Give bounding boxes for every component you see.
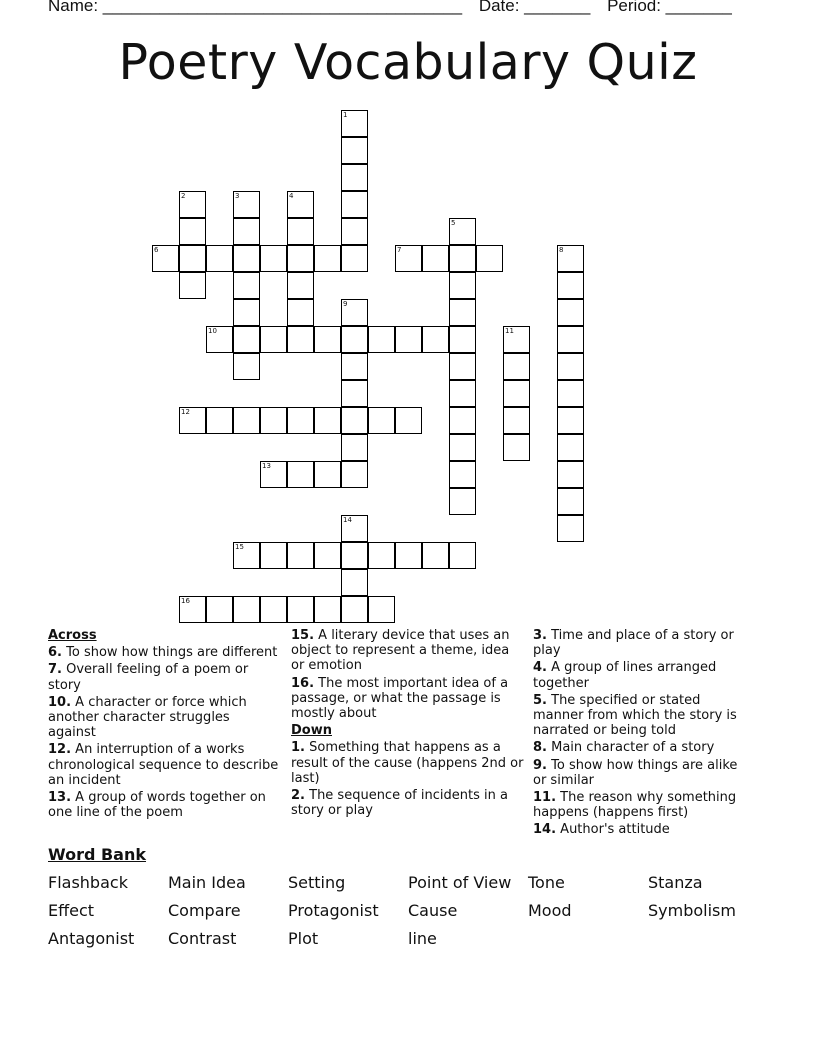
crossword-cell[interactable] — [341, 542, 368, 569]
crossword-cell[interactable] — [287, 596, 314, 623]
crossword-cell[interactable] — [557, 434, 584, 461]
crossword-cell[interactable] — [287, 299, 314, 326]
crossword-cell[interactable] — [341, 326, 368, 353]
crossword-cell[interactable] — [233, 326, 260, 353]
clue-down-8: 8. Main character of a story — [533, 740, 715, 756]
crossword-cell[interactable] — [557, 515, 584, 542]
crossword-cell[interactable] — [260, 245, 287, 272]
crossword-cell[interactable] — [233, 245, 260, 272]
crossword-cell[interactable] — [341, 245, 368, 272]
word-bank-item: Plot — [288, 929, 319, 948]
crossword-cell[interactable] — [287, 245, 314, 272]
crossword-cell[interactable] — [233, 353, 260, 380]
word-bank-item: Symbolism — [648, 901, 736, 920]
crossword-cell[interactable] — [395, 542, 422, 569]
across-heading: Across — [48, 628, 97, 643]
word-bank-item: Effect — [48, 901, 95, 920]
crossword-cell[interactable] — [287, 218, 314, 245]
clue-number-label: 9 — [343, 300, 348, 308]
clues-column-3 — [533, 628, 748, 840]
crossword-cell[interactable] — [503, 380, 530, 407]
clue-across-7: 7. Overall feeling of a poem or story — [48, 662, 249, 693]
clue-number-label: 16 — [181, 597, 190, 605]
crossword-cell[interactable] — [503, 326, 530, 353]
crossword-cell[interactable] — [341, 434, 368, 461]
crossword-cell[interactable] — [341, 137, 368, 164]
crossword-cell[interactable] — [503, 434, 530, 461]
clue-across-13: 13. A group of words together on one line of the poem — [48, 790, 266, 821]
crossword-cell[interactable] — [287, 326, 314, 353]
page-title: Poetry Vocabulary Quiz — [118, 34, 698, 91]
clue-down-5: 5. The specified or stated manner from which the story is narrated or being told — [533, 692, 737, 739]
crossword-cell[interactable] — [260, 542, 287, 569]
crossword-cell[interactable] — [179, 596, 206, 623]
crossword-cell[interactable] — [449, 380, 476, 407]
crossword-cell[interactable] — [395, 326, 422, 353]
crossword-cell[interactable] — [341, 110, 368, 137]
crossword-cell[interactable] — [206, 596, 233, 623]
clue-number-label: 4 — [289, 192, 294, 200]
crossword-cell[interactable] — [260, 596, 287, 623]
crossword-cell[interactable] — [557, 326, 584, 353]
word-bank-item: Compare — [168, 901, 241, 920]
crossword-cell[interactable] — [449, 461, 476, 488]
clues-column-1 — [48, 628, 280, 822]
crossword-cell[interactable] — [368, 596, 395, 623]
clue-across-15: 15. A literary device that uses an object to represent a theme, idea or emotion — [291, 628, 510, 674]
clue-number-label: 14 — [343, 516, 352, 524]
crossword-cell[interactable] — [233, 407, 260, 434]
crossword-cell[interactable] — [557, 461, 584, 488]
word-bank-item: Flashback — [48, 873, 128, 892]
clue-across-10: 10. A character or force which another character struggles against — [48, 694, 247, 741]
crossword-cell[interactable] — [422, 542, 449, 569]
clue-down-1: 1. Something that happens as a result of the cause (happens 2nd or last) — [291, 740, 524, 786]
crossword-cell[interactable] — [557, 272, 584, 299]
crossword-cell[interactable] — [368, 326, 395, 353]
word-bank-item: Protagonist — [288, 901, 379, 920]
crossword-cell[interactable] — [233, 272, 260, 299]
word-bank-item: Tone — [528, 873, 565, 892]
crossword-cell[interactable] — [395, 407, 422, 434]
word-bank-item: Cause — [408, 901, 458, 920]
crossword-cell[interactable] — [476, 245, 503, 272]
crossword-cell[interactable] — [449, 407, 476, 434]
crossword-cell[interactable] — [314, 245, 341, 272]
crossword-cell[interactable] — [206, 245, 233, 272]
crossword-cell[interactable] — [557, 488, 584, 515]
clue-number-label: 12 — [181, 408, 190, 416]
crossword-cell[interactable] — [557, 407, 584, 434]
word-bank — [48, 872, 768, 949]
crossword-cell[interactable] — [557, 299, 584, 326]
crossword-cell[interactable] — [287, 461, 314, 488]
crossword-cell[interactable] — [233, 299, 260, 326]
word-bank-item: Antagonist — [48, 929, 135, 948]
crossword-cell[interactable] — [233, 218, 260, 245]
clue-number-label: 1 — [343, 111, 348, 119]
crossword-cell[interactable] — [152, 245, 179, 272]
crossword-cell[interactable] — [341, 461, 368, 488]
crossword-cell[interactable] — [557, 380, 584, 407]
clue-number-label: 3 — [235, 192, 240, 200]
word-bank-item: Contrast — [168, 929, 237, 948]
crossword-cell[interactable] — [341, 353, 368, 380]
clue-down-14: 14. Author's attitude — [533, 822, 670, 838]
clue-down-4: 4. A group of lines arranged together — [533, 660, 717, 691]
crossword-cell[interactable] — [287, 407, 314, 434]
crossword-cell[interactable] — [341, 380, 368, 407]
crossword-cell[interactable] — [206, 407, 233, 434]
crossword-cell[interactable] — [449, 488, 476, 515]
clue-number-label: 11 — [505, 327, 514, 335]
clue-down-2: 2. The sequence of incidents in a story or play — [291, 788, 508, 819]
crossword-cell[interactable] — [341, 569, 368, 596]
crossword-cell[interactable] — [341, 299, 368, 326]
clue-down-9: 9. To show how things are alike or similar — [533, 757, 738, 788]
clue-number-label: 10 — [208, 327, 217, 335]
word-bank-item: Stanza — [648, 873, 703, 892]
crossword-cell[interactable] — [557, 245, 584, 272]
crossword-cell[interactable] — [260, 461, 287, 488]
clue-number-label: 8 — [559, 246, 564, 254]
word-bank-item: Mood — [528, 901, 572, 920]
crossword-cell[interactable] — [314, 461, 341, 488]
crossword-cell[interactable] — [422, 245, 449, 272]
word-bank-item: Setting — [288, 873, 346, 892]
crossword-cell[interactable] — [287, 272, 314, 299]
clue-down-3: 3. Time and place of a story or play — [533, 628, 734, 659]
clue-down-11: 11. The reason why something happens (happens first) — [533, 790, 737, 821]
crossword-cell[interactable] — [341, 407, 368, 434]
period-field: Period: _______ — [607, 0, 732, 15]
crossword-cell[interactable] — [368, 542, 395, 569]
crossword-cell[interactable] — [233, 542, 260, 569]
crossword-cell[interactable] — [206, 326, 233, 353]
clue-number-label: 15 — [235, 543, 244, 551]
crossword-cell[interactable] — [503, 407, 530, 434]
crossword-cell[interactable] — [449, 245, 476, 272]
crossword-cell[interactable] — [260, 326, 287, 353]
crossword-cell[interactable] — [179, 407, 206, 434]
crossword-cell[interactable] — [233, 596, 260, 623]
crossword-cell[interactable] — [449, 353, 476, 380]
clue-across-16: 16. The most important idea of a passage, or what the passage is mostly about — [291, 675, 509, 722]
crossword-cell[interactable] — [287, 542, 314, 569]
clue-number-label: 7 — [397, 246, 402, 254]
crossword-cell[interactable] — [341, 596, 368, 623]
word-bank-item: line — [408, 929, 437, 948]
crossword-cell[interactable] — [341, 515, 368, 542]
crossword-cell[interactable] — [449, 542, 476, 569]
crossword-cell[interactable] — [449, 272, 476, 299]
word-bank-title: Word Bank — [48, 845, 147, 864]
clue-number-label: 6 — [154, 246, 159, 254]
crossword-cell[interactable] — [395, 245, 422, 272]
crossword-cell[interactable] — [233, 191, 260, 218]
date-field: Date: _______ — [478, 0, 591, 15]
crossword-cell[interactable] — [449, 326, 476, 353]
crossword-cell[interactable] — [314, 407, 341, 434]
crossword-cell[interactable] — [449, 434, 476, 461]
word-bank-item: Main Idea — [168, 873, 246, 892]
word-bank-item: Point of View — [408, 873, 512, 892]
crossword-cell[interactable] — [503, 353, 530, 380]
crossword-cell[interactable] — [314, 542, 341, 569]
clue-across-12: 12. An interruption of a works chronological sequence to describe an incident — [48, 742, 279, 788]
crossword-cell[interactable] — [422, 326, 449, 353]
clue-across-6: 6. To show how things are different — [48, 645, 278, 661]
crossword-cell[interactable] — [449, 218, 476, 245]
clue-number-label: 13 — [262, 462, 271, 470]
crossword-cell[interactable] — [287, 191, 314, 218]
crossword-cell[interactable] — [314, 326, 341, 353]
crossword-cell[interactable] — [179, 245, 206, 272]
crossword-cell[interactable] — [179, 218, 206, 245]
crossword-cell[interactable] — [341, 191, 368, 218]
crossword-cell[interactable] — [179, 191, 206, 218]
clues-column-2 — [291, 628, 525, 820]
crossword-cell[interactable] — [449, 299, 476, 326]
crossword-cell[interactable] — [341, 218, 368, 245]
crossword-cell[interactable] — [260, 407, 287, 434]
clue-number-label: 2 — [181, 192, 186, 200]
down-heading: Down — [291, 723, 332, 739]
crossword-cell[interactable] — [179, 272, 206, 299]
crossword-cell[interactable] — [314, 596, 341, 623]
clue-number-label: 5 — [451, 219, 456, 227]
name-field: Name: ______________________________________ — [48, 0, 463, 15]
crossword-cell[interactable] — [557, 353, 584, 380]
crossword-cell[interactable] — [368, 407, 395, 434]
crossword-cell[interactable] — [341, 164, 368, 191]
